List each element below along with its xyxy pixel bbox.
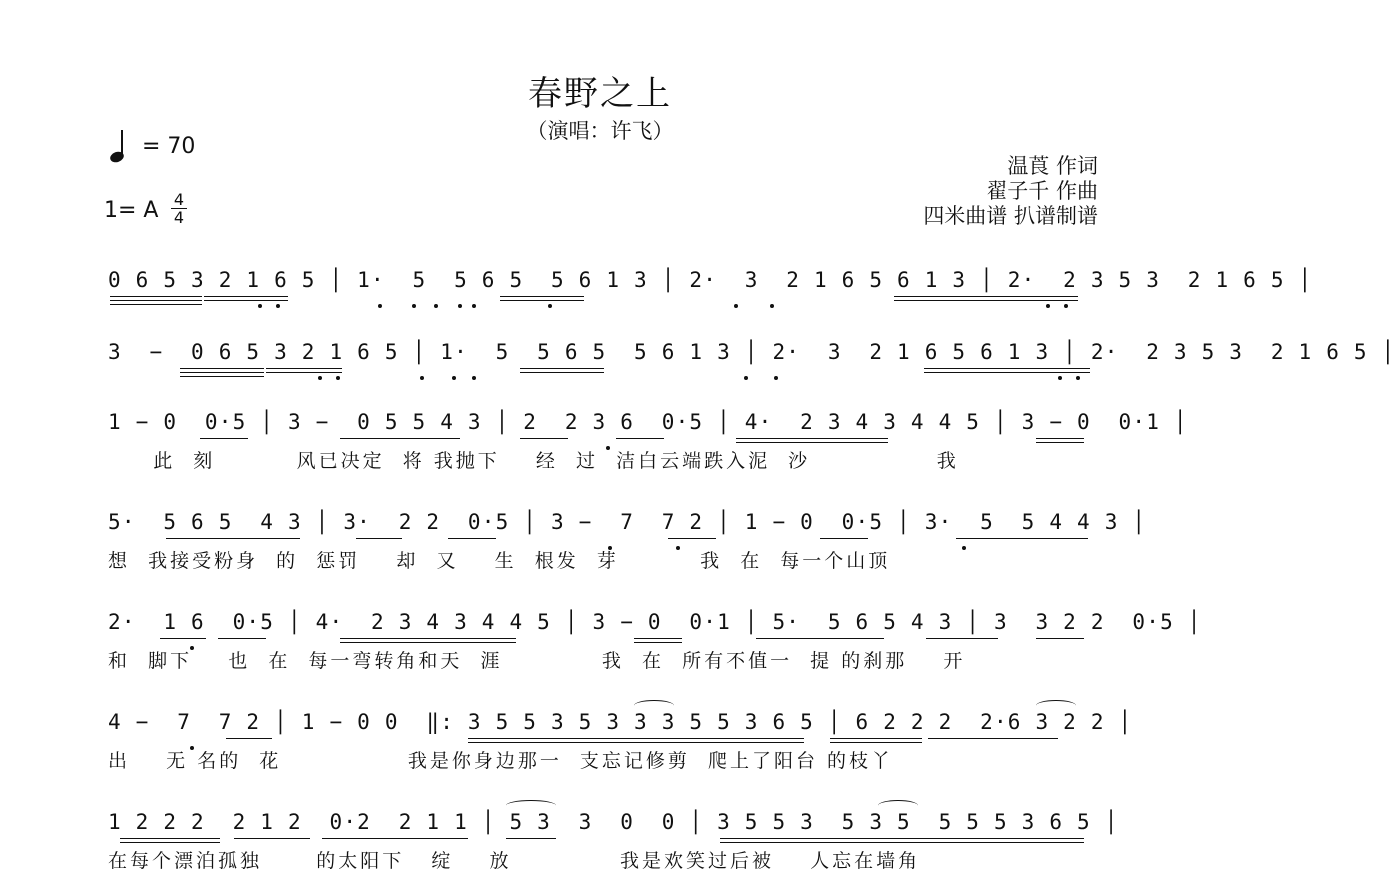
song-title: 春野之上 — [528, 74, 672, 114]
notation-line: 2· 1 6 0·5 │ 4· 2 3 4 3 4 4 5 │ 3 − 0 0·1 │ 5· 5 6 5 4 3 │ 3 3 2 2 0·5 │ — [108, 610, 1202, 634]
time-signature-top: 4 — [173, 190, 185, 209]
credits — [923, 154, 1098, 229]
composer-credit: 翟子千 作曲 — [986, 179, 1098, 203]
lyricist-credit: 温莨 作词 — [1007, 154, 1098, 178]
notation-line: 4 − 7 7 2 │ 1 − 0 0 ‖: 3 5 5 3 5 3 3 3 5 5 3 6 5 │ 6 2 2 2 2·6 3 2 2 │ — [108, 710, 1133, 734]
lyric-line: 此 刻 风已决定 将 我抛下 经 过 洁白云端跌入泥 沙 我 — [108, 450, 959, 472]
lyric-line: 和 脚下 也 在 每一弯转角和天 涯 我 在 所有不值一 提 的刹那 开 — [108, 650, 966, 672]
notation-line: 1 2 2 2 2 1 2 0·2 2 1 1 │ 5 3 3 0 0 │ 3 5 5 3 5 3 5 5 5 5 3 6 5 │ — [108, 810, 1119, 834]
notation-line: 5· 5 6 5 4 3 │ 3· 2 2 0·5 │ 3 − 7 7 2 │ 1 − 0 0·5 │ 3· 5 5 4 4 3 │ — [108, 510, 1147, 534]
key-signature: 1= A — [104, 198, 159, 223]
notation-line: 0 6 5 3 2 1 6 5 │ 1· 5 5 6 5 5 6 1 3 │ 2· 3 2 1 6 5 6 1 3 │ 2· 2 3 5 3 2 1 6 5 │ — [108, 268, 1313, 292]
lyric-line: 想 我接受粉身 的 惩罚 却 又 生 根发 芽 我 在 每一个山顶 — [108, 550, 891, 572]
notation-line: 3 − 0 6 5 3 2 1 6 5 │ 1· 5 5 6 5 5 6 1 3 │ 2· 3 2 1 6 5 6 1 3 │ 2· 2 3 5 3 2 1 6 5 │ — [108, 340, 1395, 364]
lyric-line: 出 无 名的 花 我是你身边那一 支忘记修剪 爬上了阳台 的枝丫 — [108, 750, 894, 772]
tempo-value: = 70 — [142, 134, 196, 159]
singer-subtitle: （演唱：许飞） — [526, 119, 674, 143]
quarter-note-icon — [108, 128, 130, 164]
transcriber-credit: 四米曲谱 扒谱制谱 — [923, 204, 1098, 228]
time-signature-bottom: 4 — [173, 208, 185, 227]
notation-line: 1 − 0 0·5 │ 3 − 0 5 5 4 3 │ 2 2 3 6 0·5 │ 4· 2 3 4 3 4 4 5 │ 3 − 0 0·1 │ — [108, 410, 1188, 434]
lyric-line: 在每个漂泊孤独 的太阳下 绽 放 我是欢笑过后被 人忘在墙角 — [108, 850, 921, 872]
time-signature — [171, 192, 187, 225]
